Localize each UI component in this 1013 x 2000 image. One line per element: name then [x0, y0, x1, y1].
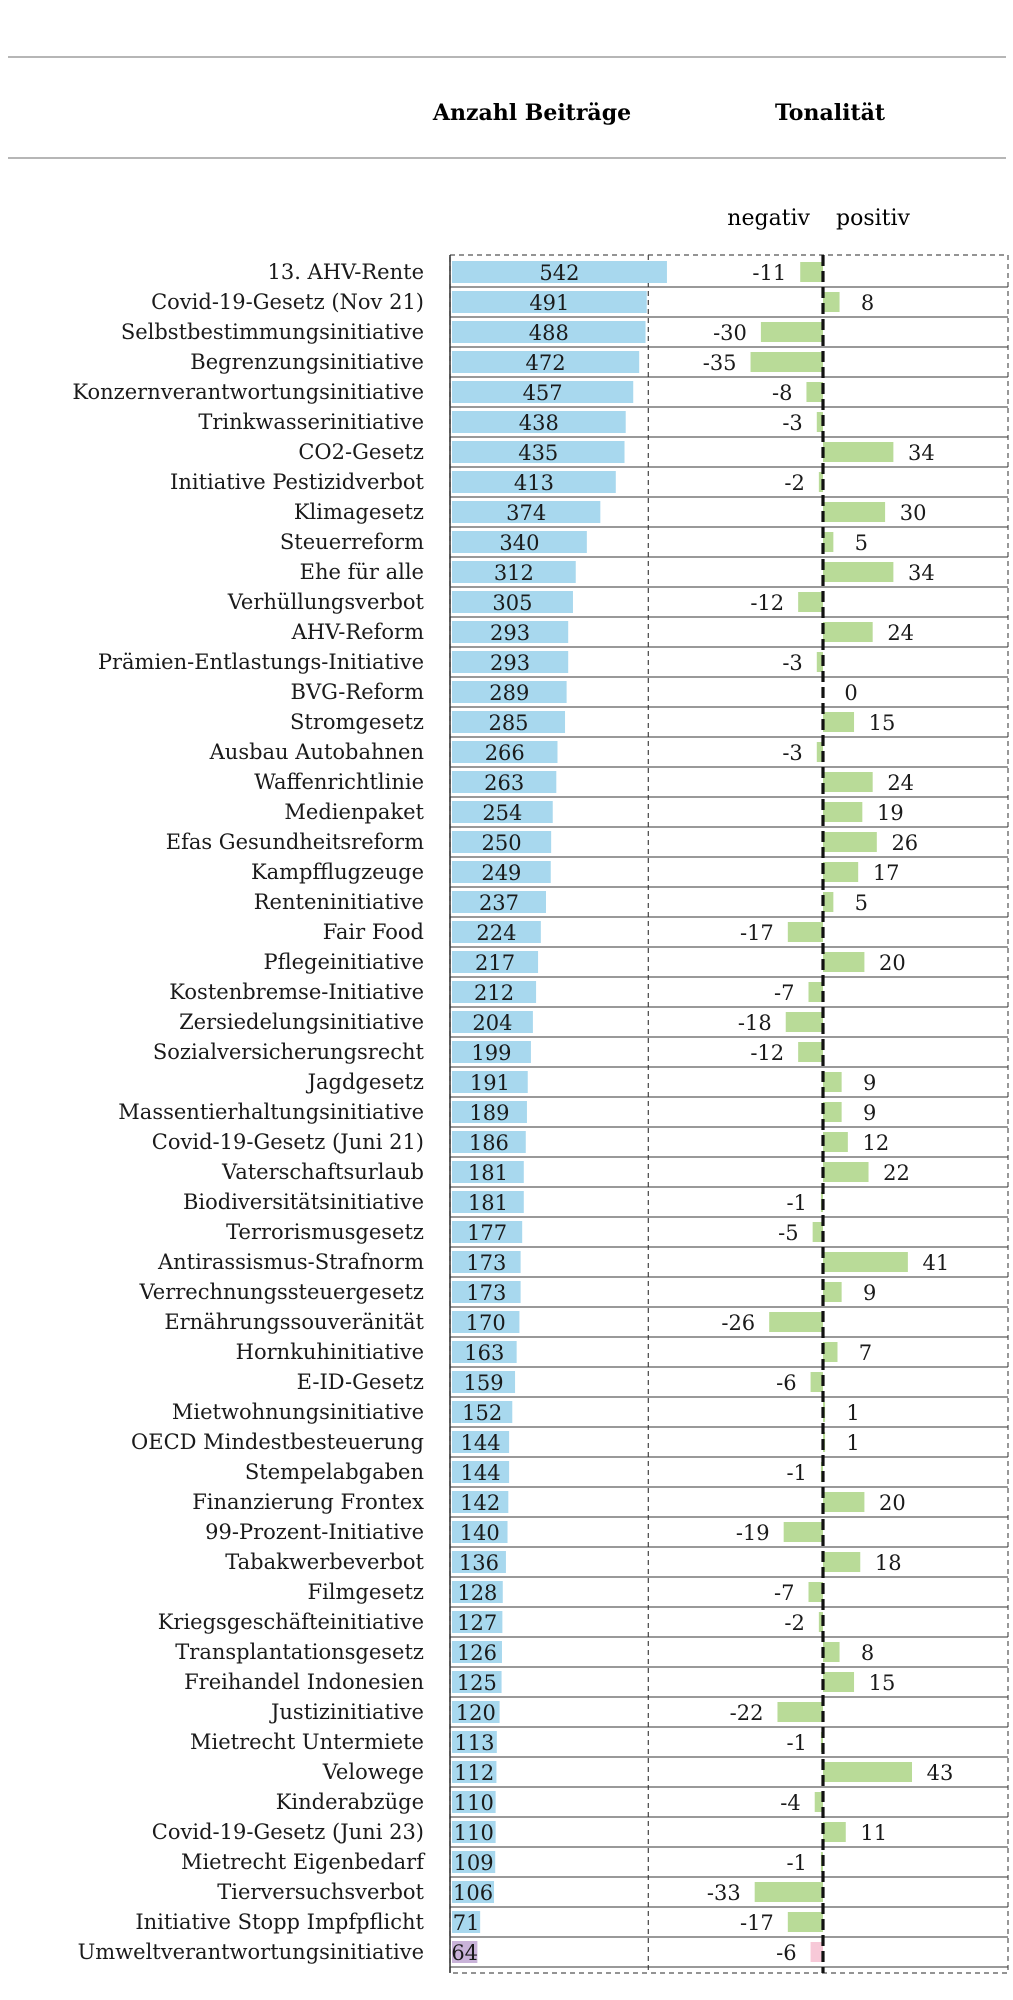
count-value-label: 374 [506, 501, 547, 525]
count-value-label: 173 [466, 1281, 507, 1305]
category-label: Medienpaket [284, 800, 424, 824]
tone-value-label: 30 [899, 501, 927, 525]
tone-bar [755, 1882, 823, 1902]
category-label: Waffenrichtlinie [254, 770, 424, 794]
tone-bar [823, 1132, 848, 1152]
tone-value-label: -2 [784, 1611, 805, 1635]
category-label: Ehe für alle [299, 560, 424, 584]
tone-bar [751, 352, 823, 372]
tone-bar [823, 562, 893, 582]
count-value-label: 289 [489, 681, 530, 705]
tone-value-label: -1 [786, 1191, 807, 1215]
count-value-label: 491 [529, 291, 570, 315]
count-value-label: 217 [474, 951, 516, 975]
category-label: Mietrecht Untermiete [189, 1730, 424, 1754]
category-label: Prämien-Entlastungs-Initiative [97, 650, 424, 674]
tone-value-label: 9 [862, 1101, 877, 1125]
tone-bar [788, 1912, 823, 1932]
category-label: Stromgesetz [290, 710, 424, 734]
tone-value-label: 5 [854, 891, 869, 915]
tone-value-label: -5 [778, 1221, 799, 1245]
tone-value-label: -7 [774, 981, 795, 1005]
category-label: Renteninitiative [253, 890, 424, 914]
tone-value-label: 12 [862, 1131, 890, 1155]
count-value-label: 542 [539, 261, 580, 285]
category-label: Umweltverantwortungsinitiative [77, 1940, 424, 1964]
tone-value-label: 7 [858, 1341, 873, 1365]
count-value-label: 189 [469, 1101, 510, 1125]
category-label: Kinderabzüge [275, 1790, 424, 1814]
tone-value-label: -3 [782, 411, 803, 435]
count-value-label: 340 [499, 531, 540, 555]
category-label: Klimagesetz [293, 500, 424, 524]
count-value-label: 186 [468, 1131, 509, 1155]
tone-value-label: -6 [776, 1941, 797, 1965]
tone-value-label: 20 [879, 951, 906, 975]
tone-value-label: -12 [750, 591, 785, 615]
category-label: Trinkwasserinitiative [198, 410, 424, 434]
count-value-label: 109 [453, 1851, 494, 1875]
category-label: Tierversuchsverbot [217, 1880, 424, 1904]
count-value-label: 413 [513, 471, 554, 495]
count-value-label: 152 [462, 1401, 503, 1425]
tone-value-label: 11 [860, 1821, 888, 1845]
count-value-label: 127 [457, 1611, 498, 1635]
tone-bar [786, 1012, 823, 1032]
count-value-label: 438 [518, 411, 559, 435]
tone-bar [800, 262, 823, 282]
tone-value-label: -30 [713, 321, 747, 345]
category-label: Ausbau Autobahnen [209, 740, 424, 764]
category-label: Sozialversicherungsrecht [152, 1040, 424, 1064]
tone-value-label: 1 [846, 1401, 860, 1425]
category-label: Initiative Pestizidverbot [170, 470, 424, 494]
category-label: Finanzierung Frontex [192, 1490, 424, 1514]
count-value-label: 136 [458, 1551, 500, 1575]
tone-bar [823, 1102, 842, 1122]
tone-value-label: 5 [854, 531, 869, 555]
tone-value-label: 41 [922, 1251, 950, 1275]
count-value-label: 142 [460, 1491, 501, 1515]
count-value-label: 199 [471, 1041, 512, 1065]
category-label: Tabakwerbeverbot [225, 1550, 424, 1574]
category-label: Initiative Stopp Impfpflicht [135, 1910, 424, 1934]
tone-value-label: -6 [776, 1371, 797, 1395]
category-label: Fair Food [322, 920, 424, 944]
count-value-label: 472 [525, 351, 566, 375]
tone-value-label: 26 [891, 831, 919, 855]
category-label: 99-Prozent-Initiative [205, 1520, 424, 1544]
tone-bar [809, 982, 823, 1002]
count-value-label: 293 [490, 651, 531, 675]
count-value-label: 312 [493, 561, 534, 585]
category-label: Hornkuhinitiative [235, 1340, 424, 1364]
category-label: Steuerreform [279, 530, 424, 554]
category-label: Selbstbestimmungsinitiative [120, 320, 424, 344]
tone-bar [769, 1312, 823, 1332]
tone-header: Tonalität [774, 100, 886, 126]
category-label: Kampfflugzeuge [250, 860, 424, 884]
category-label: Ernährungssouveränität [164, 1310, 424, 1334]
count-value-label: 125 [456, 1671, 497, 1695]
tone-value-label: -1 [786, 1731, 807, 1755]
tone-bar [823, 952, 864, 972]
count-value-label: 435 [518, 441, 559, 465]
tone-value-label: 18 [874, 1551, 902, 1575]
category-label: Kostenbremse-Initiative [169, 980, 424, 1004]
tone-bar [777, 1702, 823, 1722]
category-label: Covid-19-Gesetz (Nov 21) [151, 290, 424, 314]
tone-bar [823, 1342, 837, 1362]
category-label: Covid-19-Gesetz (Juni 23) [151, 1820, 424, 1844]
tone-bar [788, 922, 823, 942]
tone-bar [823, 1252, 908, 1272]
tone-bar [823, 1822, 846, 1842]
count-value-label: 110 [453, 1821, 494, 1845]
tone-value-label: 0 [844, 681, 858, 705]
tone-value-label: -18 [737, 1011, 772, 1035]
tone-value-label: 17 [872, 861, 900, 885]
tone-bar [823, 832, 877, 852]
count-value-label: 293 [490, 621, 531, 645]
tone-bar [823, 772, 873, 792]
tone-value-label: 15 [868, 711, 896, 735]
tone-value-label: 19 [876, 801, 904, 825]
category-label: Filmgesetz [307, 1580, 424, 1604]
tone-value-label: -17 [739, 921, 774, 945]
count-header: Anzahl Beiträge [432, 100, 632, 126]
count-value-label: 181 [467, 1161, 508, 1185]
category-label: Transplantationsgesetz [175, 1640, 424, 1664]
category-label: OECD Mindestbesteuerung [131, 1430, 424, 1454]
tone-bar [784, 1522, 823, 1542]
tone-bar [806, 382, 823, 402]
tone-value-label: 22 [883, 1161, 910, 1185]
category-label: E-ID-Gesetz [296, 1370, 424, 1394]
tone-bar [823, 1072, 842, 1092]
tone-bar [823, 712, 854, 732]
category-label: Freihandel Indonesien [184, 1670, 424, 1694]
tone-value-label: -3 [782, 651, 803, 675]
tone-value-label: -2 [784, 471, 805, 495]
tone-value-label: 9 [862, 1071, 877, 1095]
count-value-label: 113 [454, 1731, 495, 1755]
tone-bar [823, 292, 840, 312]
tone-value-label: -33 [706, 1881, 741, 1905]
count-value-label: 488 [528, 321, 569, 345]
count-value-label: 163 [464, 1341, 505, 1365]
tone-value-label: -35 [702, 351, 737, 375]
tone-value-label: -8 [771, 381, 793, 405]
category-label: AHV-Reform [291, 620, 424, 644]
count-value-label: 254 [482, 801, 523, 825]
category-label: Mietrecht Eigenbedarf [180, 1850, 424, 1874]
negative-label: negativ [727, 206, 810, 231]
tone-value-label: -1 [786, 1851, 807, 1875]
count-value-label: 237 [478, 891, 520, 915]
count-value-label: 457 [522, 381, 563, 405]
category-label: Konzernverantwortungsinitiative [72, 380, 424, 404]
count-value-label: 128 [457, 1581, 498, 1605]
tone-value-label: -19 [735, 1521, 770, 1545]
tone-bar [823, 1762, 912, 1782]
positive-label: positiv [836, 206, 910, 231]
category-label: Terrorismusgesetz [226, 1220, 424, 1244]
category-label: CO2-Gesetz [298, 440, 424, 464]
count-value-label: 173 [466, 1251, 507, 1275]
tone-bar [811, 1372, 823, 1392]
category-label: Stempelabgaben [244, 1460, 424, 1484]
tone-value-label: -12 [750, 1041, 785, 1065]
count-value-label: 212 [473, 981, 515, 1005]
count-value-label: 263 [484, 771, 525, 795]
category-label: Mietwohnungsinitiative [171, 1400, 424, 1424]
tone-bar [761, 322, 823, 342]
tone-bar [798, 1042, 823, 1062]
count-value-label: 106 [452, 1881, 494, 1905]
tone-value-label: -7 [774, 1581, 795, 1605]
tone-bar [811, 1942, 823, 1962]
tone-value-label: 34 [908, 441, 935, 465]
tone-bar [809, 1582, 823, 1602]
count-value-label: 126 [456, 1641, 498, 1665]
count-value-label: 64 [451, 1941, 479, 1965]
count-value-label: 250 [481, 831, 522, 855]
count-value-label: 191 [469, 1071, 510, 1095]
count-value-label: 140 [459, 1521, 500, 1545]
count-value-label: 120 [455, 1701, 496, 1725]
tone-bar [823, 1162, 869, 1182]
tone-value-label: -3 [782, 741, 803, 765]
category-label: Kriegsgeschäfteinitiative [157, 1610, 424, 1634]
count-value-label: 266 [484, 741, 525, 765]
tone-value-label: -11 [752, 261, 787, 285]
count-value-label: 305 [492, 591, 533, 615]
tone-value-label: 20 [879, 1491, 906, 1515]
tone-value-label: 15 [868, 1671, 896, 1695]
count-value-label: 224 [476, 921, 517, 945]
count-value-label: 177 [467, 1221, 508, 1245]
tone-bar [823, 502, 885, 522]
count-value-label: 71 [452, 1911, 480, 1935]
category-label: Justizinitiative [270, 1700, 424, 1724]
category-label: Jagdgesetz [307, 1070, 424, 1094]
tone-value-label: 24 [887, 771, 915, 795]
tone-value-label: -17 [739, 1911, 774, 1935]
tone-value-label: 34 [908, 561, 935, 585]
tone-bar [823, 862, 858, 882]
tone-bar [798, 592, 823, 612]
category-label: Efas Gesundheitsreform [165, 830, 424, 854]
count-value-label: 204 [472, 1011, 513, 1035]
tone-value-label: 8 [860, 1641, 875, 1665]
tone-bar [823, 622, 873, 642]
tone-bar [823, 442, 893, 462]
tone-value-label: 24 [887, 621, 915, 645]
tone-value-label: -4 [780, 1791, 801, 1815]
category-label: Verrechnungssteuergesetz [139, 1280, 424, 1304]
tone-bar [823, 1492, 864, 1512]
plot-area [72, 255, 1008, 1973]
count-value-label: 144 [460, 1461, 501, 1485]
tone-value-label: -26 [721, 1311, 756, 1335]
tone-value-label: -1 [786, 1461, 807, 1485]
count-value-label: 249 [481, 861, 522, 885]
count-value-label: 110 [453, 1791, 494, 1815]
category-label: Massentierhaltungsinitiative [118, 1100, 424, 1124]
category-label: Velowege [322, 1760, 424, 1784]
tone-bar [823, 1282, 842, 1302]
category-label: BVG-Reform [290, 680, 424, 704]
category-label: Covid-19-Gesetz (Juni 21) [151, 1130, 424, 1154]
tone-bar [823, 1642, 840, 1662]
tone-bar [823, 1672, 854, 1692]
tone-value-label: 1 [846, 1431, 860, 1455]
tone-bar [823, 802, 862, 822]
count-value-label: 170 [465, 1311, 506, 1335]
category-label: 13. AHV-Rente [267, 260, 424, 284]
category-label: Verhüllungsverbot [227, 590, 424, 614]
tone-value-label: 43 [926, 1761, 954, 1785]
category-label: Vaterschaftsurlaub [221, 1160, 424, 1184]
count-value-label: 159 [463, 1371, 504, 1395]
tone-bar [823, 1552, 860, 1572]
category-label: Biodiversitätsinitiative [182, 1190, 424, 1214]
count-value-label: 112 [454, 1761, 495, 1785]
category-label: Begrenzungsinitiative [190, 350, 424, 374]
count-value-label: 285 [488, 711, 529, 735]
tone-value-label: -22 [729, 1701, 764, 1725]
tone-value-label: 9 [862, 1281, 877, 1305]
category-label: Antirassismus-Strafnorm [157, 1250, 424, 1274]
count-value-label: 181 [467, 1191, 508, 1215]
count-value-label: 144 [460, 1431, 501, 1455]
tone-value-label: 8 [860, 291, 875, 315]
category-label: Zersiedelungsinitiative [179, 1010, 424, 1034]
category-label: Pflegeinitiative [263, 950, 424, 974]
